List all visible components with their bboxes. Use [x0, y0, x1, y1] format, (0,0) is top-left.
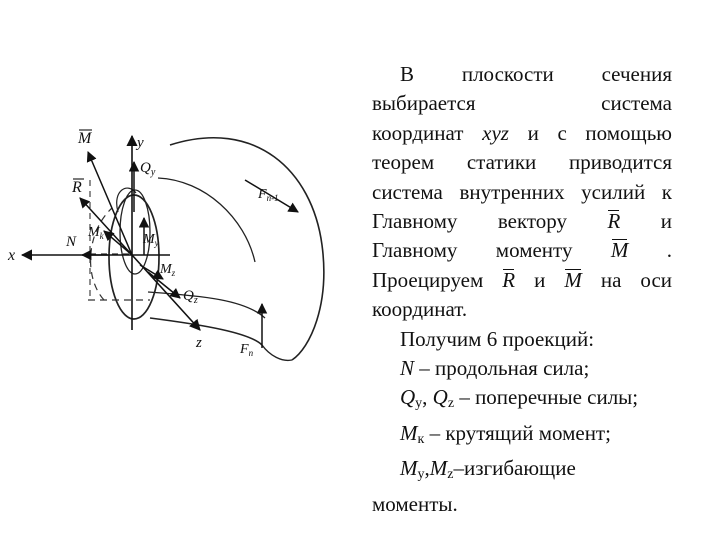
- beam-inner-band: [148, 292, 265, 318]
- projection-Q: $Q_y$, $Q_z$ – поперечные силы;: [400, 385, 639, 412]
- label-Mk: $M_k$: [88, 225, 104, 241]
- description-text: [372, 60, 672, 519]
- moment-M-symbol-2: M: [564, 267, 582, 292]
- projections-heading: Получим 6 проекций:: [400, 326, 595, 351]
- moment-M-symbol: M: [610, 238, 629, 263]
- label-M: M: [78, 130, 92, 147]
- projection-N: N – продольная сила;: [400, 356, 590, 381]
- label-R: R: [72, 179, 82, 196]
- beam-inner-edge: [150, 318, 262, 345]
- text-line-moments: моменты.: [372, 491, 458, 516]
- text-line-9: координат.: [372, 297, 468, 322]
- text-line-4: теорем статики приводится: [372, 150, 672, 175]
- label-Fn1: $F_{n-1}$: [258, 187, 279, 203]
- label-x: x: [8, 247, 16, 264]
- vector-R-symbol: R: [607, 209, 621, 234]
- text-line-7: Главному моменту M .: [372, 238, 673, 263]
- projection-Mk: $M_к$ – крутящий момент;: [400, 420, 611, 447]
- text-line-3: координат xyz и с помощью: [372, 120, 672, 145]
- beam-end-edge: [262, 345, 292, 360]
- text-line-6: Главному вектору R и: [372, 209, 672, 234]
- text-line-5: система внутренних усилий к: [372, 179, 672, 204]
- label-Qy: $Q_y$: [140, 160, 156, 178]
- torsion-moment-arrow: [104, 231, 132, 255]
- label-Qz: $Q_z$: [183, 288, 198, 306]
- text-line-2: выбирается система: [372, 91, 672, 116]
- vector-R-symbol-2: R: [502, 267, 516, 292]
- beam-upper-inner-edge: [158, 178, 255, 262]
- label-z: z: [196, 335, 202, 351]
- section-small-arc: [117, 188, 136, 212]
- beam-outer-edge: [170, 138, 324, 360]
- label-Mz: $M_z$: [160, 262, 176, 278]
- label-Fn: $F_n$: [240, 342, 254, 358]
- label-My: $M_y$: [143, 232, 159, 248]
- label-y: y: [137, 135, 144, 151]
- text-line-1: В плоскости сечения: [400, 62, 672, 86]
- text-line-8: Проецируем R и M на оси: [372, 267, 672, 292]
- label-N: N: [66, 234, 77, 250]
- projection-My-Mz: $M_y,M_z$–изгибающие: [400, 456, 576, 483]
